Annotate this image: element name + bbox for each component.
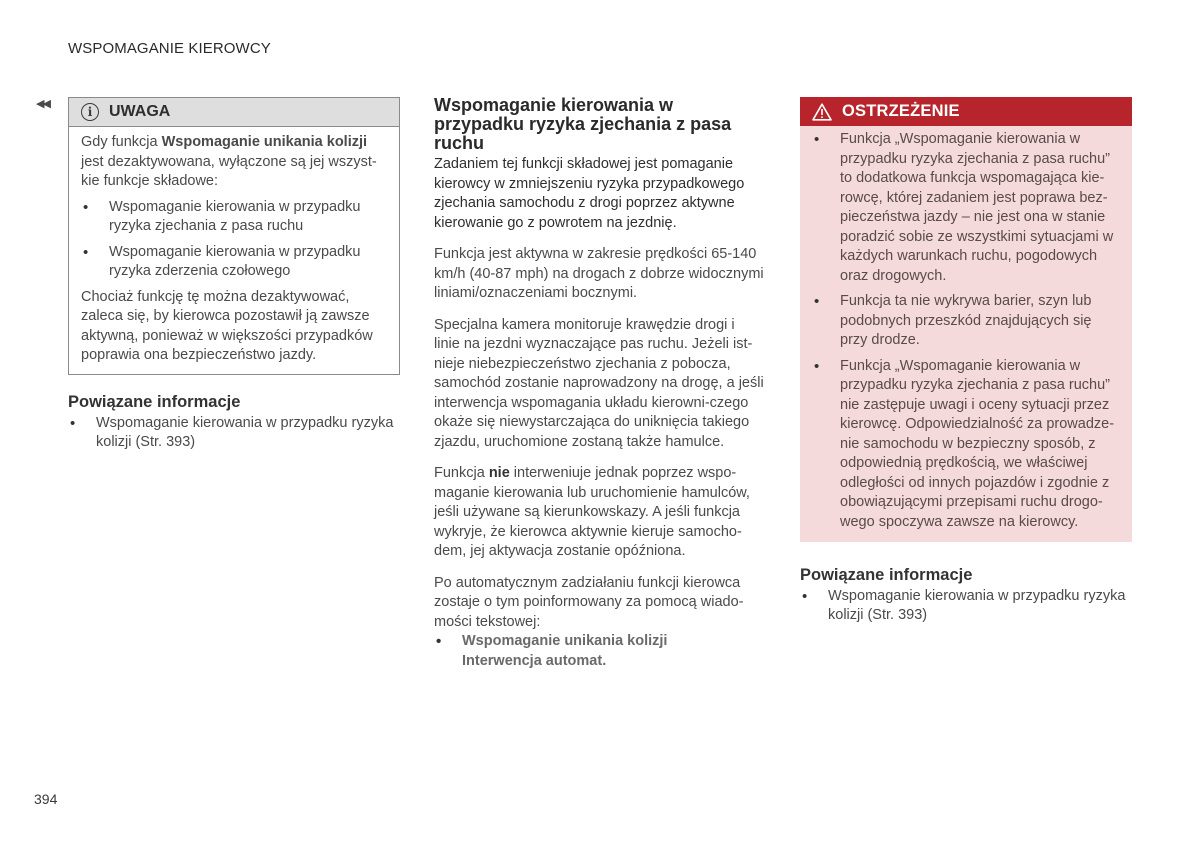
paragraph-speed-range: Funkcja jest aktywna w zakresie prędkości 65-140 km/h (40-87 mph) na drogach z dobrze widocznymi liniami/oznaczeniami bocznymi. <box>434 246 764 301</box>
section-lead: Zadaniem tej funkcji składowej jest pomaganie kierowcy w zmniejszeniu ryzyka przypadkowego zjechania samochodu z drogi poprzez aktywne kierowanie go z powrotem na jezdnię. <box>434 156 745 231</box>
list-item: • Funkcja „Wspomaganie kierowania w przypadku ryzyka zjechania z pasa ruchu” nie zastępuje uwagi i oceny sytuacji przez kierowcę. Odpowiedzialność za prowadze-nie samochodu w bezpieczny sposób, z odpowiednią prędkością, we właściwej odległości od innych pojazdów i zgodnie z obowiązującymi przepisami ruchu drogo-wego spoczywa zawsze na kierowcy. <box>812 357 1120 533</box>
warning-body <box>800 126 1132 542</box>
list-item <box>434 632 764 671</box>
related-info-list <box>800 587 1132 625</box>
note-intro <box>81 133 387 192</box>
list-item: • Funkcja ta nie wykrywa barier, szyn lub podobnych przeszkód znajdujących się przy drodze. <box>812 292 1120 351</box>
list-item: • Funkcja „Wspomaganie kierowania w przypadku ryzyka zjechania z pasa ruchu” to dodatkowa funkcja wspomagająca kie-rowcę, której zadaniem jest poprawa bez-pieczeństwa jazdy – nie jest ona w stanie poradzić sobie ze wszystkimi sytuacjami w każdych warunkach ruchu, pogodowych oraz drogowych. <box>812 130 1120 286</box>
note-outro: Chociaż funkcję tę można dezaktywować, zaleca się, by kierowca pozostawił ją zawsze aktywną, ponieważ w większości przypadków poprawia ona bezpieczeństwo jazdy. <box>81 288 373 363</box>
p3-pre: Funkcja <box>434 465 489 481</box>
paragraph-camera: Specjalna kamera monitoruje krawędzie drogi i linie na jezdni wyznaczające pas ruchu. Jeżeli ist-nieje niebezpieczeństwo zjechania z pobocza, samochód zostanie naprowadzony na drogę, a jeśli interwencja wspomagania układu kierowni-czego okaże się niewystarczająca do uniknięcia takiego zjazdu, uruchomione zostaną także hamulce. <box>434 316 764 450</box>
section-title: Wspomaganie kierowania w przypadku ryzyka zjechania z pasa ruchu <box>434 95 732 153</box>
warning-header <box>800 97 1132 126</box>
note-intro-post: jest dezaktywowana, wyłączone są jej wszyst-kie funkcje składowe: <box>81 153 377 189</box>
previous-page-icon[interactable]: ◀◀ <box>36 98 49 110</box>
note-body <box>69 127 399 374</box>
running-header: WSPOMAGANIE KIEROWCY <box>68 40 271 57</box>
message-line-2: Interwencja automat. <box>462 652 607 669</box>
message-list <box>434 632 764 671</box>
left-column <box>68 97 400 452</box>
warning-list <box>812 130 1120 532</box>
note-header <box>69 98 399 127</box>
right-column <box>800 97 1132 625</box>
middle-column <box>434 96 764 671</box>
note-title: UWAGA <box>109 103 171 120</box>
note-intro-pre: Gdy funkcja <box>81 134 162 150</box>
related-info-title: Powiązane informacje <box>68 392 241 411</box>
p3-post: interweniuje jednak poprzez wspo-maganie kierowania lub uruchomienie hamulców, jeśli używane są kierunkowskazy. A jeśli funkcja wykryje, że kierowca aktywnie kieruje samocho-dem, jej aktywacja zostanie opóźniona. <box>434 465 750 559</box>
related-info-link[interactable]: • Wspomaganie kierowania w przypadku ryzyka kolizji (Str. 393) <box>800 587 1132 625</box>
message-line-1: Wspomaganie unikania kolizji <box>462 633 668 649</box>
related-info-list <box>68 414 400 452</box>
list-item: • Wspomaganie kierowania w przypadku ryzyka zjechania z pasa ruchu <box>81 198 387 237</box>
warning-triangle-icon <box>812 103 832 121</box>
note-intro-function: Wspomaganie unikania kolizji <box>161 134 368 150</box>
page-number: 394 <box>34 791 58 807</box>
related-info-title: Powiązane informacje <box>800 566 973 584</box>
info-icon: i <box>81 103 99 121</box>
warning-title: OSTRZEŻENIE <box>842 102 960 120</box>
p3-emphasis: nie <box>488 465 510 481</box>
list-item: • Wspomaganie kierowania w przypadku ryzyka zderzenia czołowego <box>81 243 387 282</box>
related-info-link[interactable]: • Wspomaganie kierowania w przypadku ryzyka kolizji (Str. 393) <box>68 414 400 452</box>
paragraph-notification: Po automatycznym zadziałaniu funkcji kierowca zostaje o tym poinformowany za pomocą wiado-mości tekstowej: <box>434 574 744 630</box>
note-box <box>68 97 400 375</box>
paragraph-indicators <box>434 464 764 562</box>
warning-box <box>800 97 1132 542</box>
note-list <box>81 198 387 282</box>
